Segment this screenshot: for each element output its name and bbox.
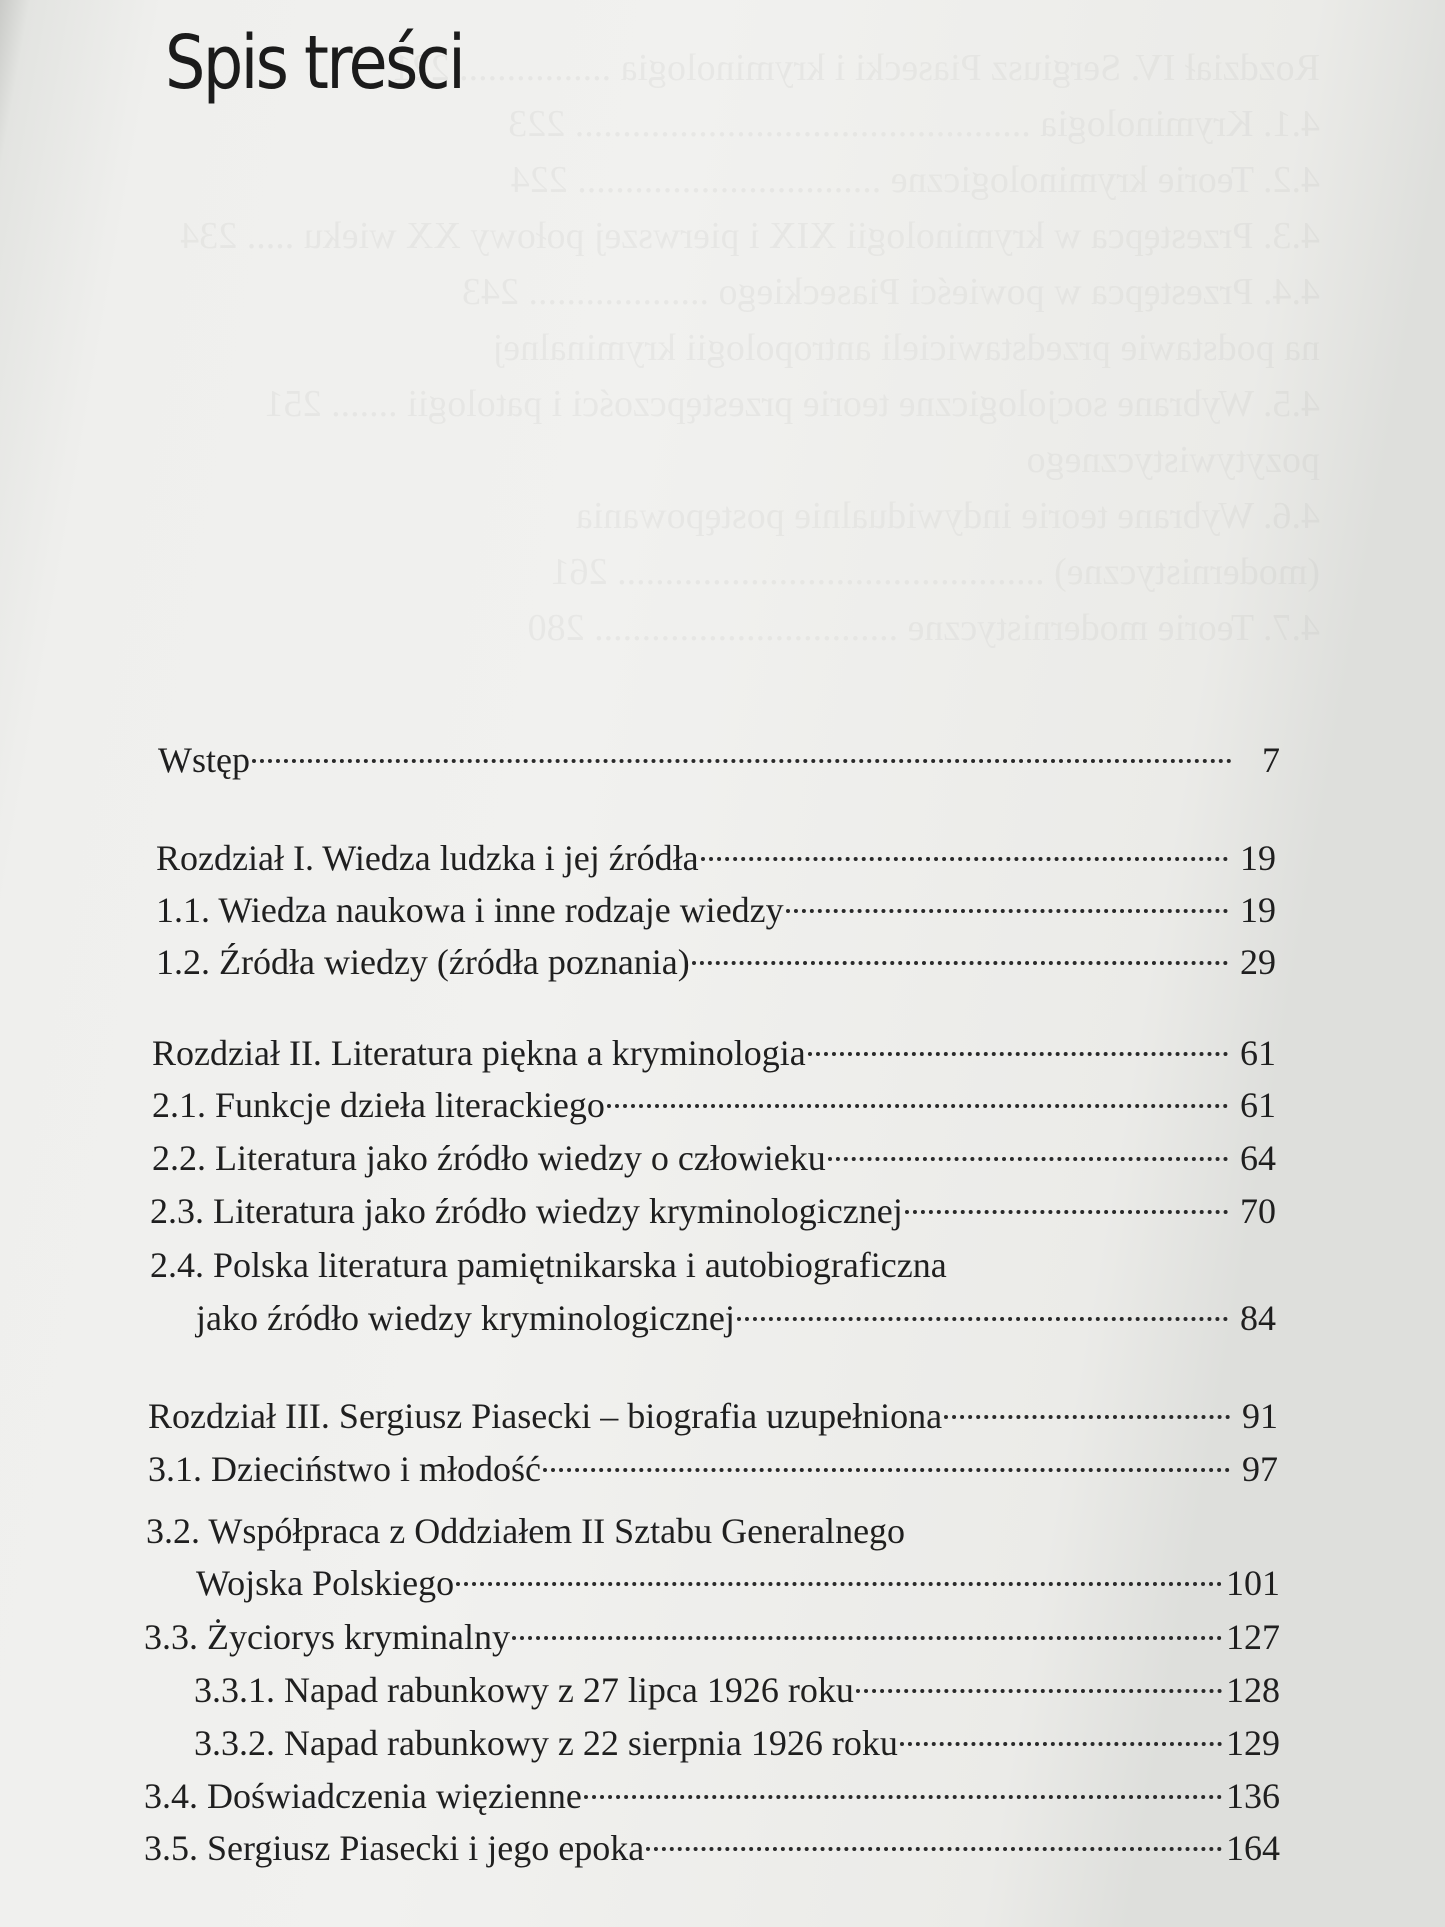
toc-entry-label: 3.3. Życiorys kryminalny: [144, 1617, 510, 1657]
toc-entry-label: 3.3.2. Napad rabunkowy z 22 sierpnia 1926 roku: [194, 1723, 898, 1763]
dot-leader: [786, 909, 1228, 913]
toc-page-number: 7: [1262, 740, 1280, 780]
dot-leader: [856, 1689, 1222, 1693]
toc-entry-label-continued: Wojska Polskiego: [196, 1563, 455, 1603]
toc-page-number: 84: [1240, 1298, 1276, 1338]
toc-entry-3-4[interactable]: [144, 1774, 1280, 1818]
toc-entry-rozdzial-1[interactable]: [156, 836, 1276, 880]
toc-entry-3-2[interactable]: [196, 1561, 1280, 1605]
toc-entry-rozdzial-2[interactable]: [152, 1031, 1276, 1075]
toc-entry-label: Rozdział II. Literatura piękna a kryminologia: [152, 1033, 806, 1073]
toc-page-number: 129: [1226, 1723, 1280, 1763]
toc-page-number: 29: [1240, 942, 1276, 982]
dot-leader: [737, 1317, 1228, 1321]
toc-page-number: 61: [1240, 1033, 1276, 1073]
toc-entry-label: 3.4. Doświadczenia więzienne: [144, 1776, 582, 1816]
toc-entry-wstep[interactable]: [158, 738, 1280, 782]
dot-leader: [900, 1742, 1222, 1746]
toc-entry-2-4[interactable]: [196, 1296, 1276, 1340]
dot-leader: [944, 1415, 1230, 1419]
toc-entry-rozdzial-3[interactable]: [148, 1394, 1278, 1438]
toc-page-number: 97: [1242, 1449, 1278, 1489]
toc-entry-label: 3.5. Sergiusz Piasecki i jego epoka: [144, 1828, 645, 1868]
toc-page-number: 70: [1240, 1191, 1276, 1231]
toc-entry-label: 2.2. Literatura jako źródło wiedzy o człowieku: [152, 1138, 826, 1178]
toc-entry-3-3-1[interactable]: [194, 1668, 1280, 1712]
dot-leader: [808, 1052, 1228, 1056]
toc-page-number: 61: [1240, 1085, 1276, 1125]
toc-page-number: 127: [1226, 1617, 1280, 1657]
toc-entry-2-2[interactable]: [152, 1136, 1276, 1180]
dot-leader: [512, 1636, 1222, 1640]
toc-entry-label-continued: jako źródło wiedzy kryminologicznej: [196, 1298, 735, 1338]
toc-page-number: 136: [1226, 1776, 1280, 1816]
toc-entry-label: 1.1. Wiedza naukowa i inne rodzaje wiedzy: [156, 890, 784, 930]
page-title: Spis treści: [165, 20, 464, 106]
dot-leader: [456, 1582, 1222, 1586]
dot-leader: [252, 759, 1232, 763]
dot-leader: [543, 1468, 1230, 1472]
toc-entry-3-3-2[interactable]: [194, 1721, 1280, 1765]
toc-entry-2-4-first-line[interactable]: [150, 1243, 1276, 1287]
toc-entry-label: 2.1. Funkcje dzieła literackiego: [152, 1085, 605, 1125]
toc-page-number: 128: [1226, 1670, 1280, 1710]
dot-leader: [701, 857, 1228, 861]
toc-entry-1-2[interactable]: [156, 940, 1276, 984]
toc-entry-label: Rozdział III. Sergiusz Piasecki – biografia uzupełniona: [148, 1396, 943, 1436]
bleed-through-text: Rozdział IV. Sergiusz Piasecki i kryminologia ................ 221 4.1. Kryminologia ................................................ 223 4.2. Teorie kryminologiczne ................................ 224 4.3. Przestępca w kryminologii XIX i pierwszej połowy XX wieku ..... 234 4.4. Przestępca w powieści Piaseckiego ................... 243 na podstawie przedstawicieli antropologii kryminalnej 4.5. Wybrane socjologiczne teorie przestępczości i patologii ....... 251 pozytywistycznego 4.6. Wybrane teorie indywidualnie postępowania (modernistyczne) ............................................. 261 4.7. Teorie modernistyczne ................................ 280: [180, 47, 1320, 649]
toc-page-number: 19: [1240, 838, 1276, 878]
dot-leader: [646, 1847, 1222, 1851]
dot-leader: [828, 1157, 1228, 1161]
toc-entry-3-3[interactable]: [144, 1615, 1280, 1659]
toc-page-number: 19: [1240, 890, 1276, 930]
toc-entry-label: Rozdział I. Wiedza ludzka i jej źródła: [156, 838, 699, 878]
toc-entry-label: 1.2. Źródła wiedzy (źródła poznania): [156, 942, 690, 982]
toc-entry-1-1[interactable]: [156, 888, 1276, 932]
toc-entry-label: 2.4. Polska literatura pamiętnikarska i autobiograficzna: [150, 1245, 947, 1285]
toc-page-number: 101: [1226, 1563, 1280, 1603]
toc-entry-label: Wstęp: [158, 740, 250, 780]
toc-entry-label: 3.1. Dzieciństwo i młodość: [148, 1449, 541, 1489]
toc-entry-label: 3.3.1. Napad rabunkowy z 27 lipca 1926 roku: [194, 1670, 854, 1710]
toc-page-number: 164: [1226, 1828, 1280, 1868]
toc-entry-2-3[interactable]: [150, 1189, 1276, 1233]
toc-entry-label: 2.3. Literatura jako źródło wiedzy kryminologicznej: [150, 1191, 903, 1231]
toc-entry-3-1[interactable]: [148, 1447, 1278, 1491]
toc-entry-3-5[interactable]: [144, 1826, 1280, 1870]
dot-leader: [905, 1210, 1228, 1214]
dot-leader: [584, 1795, 1222, 1799]
toc-entry-3-2-first-line[interactable]: [146, 1509, 1278, 1553]
toc-page-number: 91: [1242, 1396, 1278, 1436]
dot-leader: [607, 1104, 1228, 1108]
toc-page-number: 64: [1240, 1138, 1276, 1178]
toc-entry-label: 3.2. Współpraca z Oddziałem II Sztabu Generalnego: [146, 1511, 906, 1551]
toc-entry-2-1[interactable]: [152, 1083, 1276, 1127]
dot-leader: [692, 961, 1228, 965]
